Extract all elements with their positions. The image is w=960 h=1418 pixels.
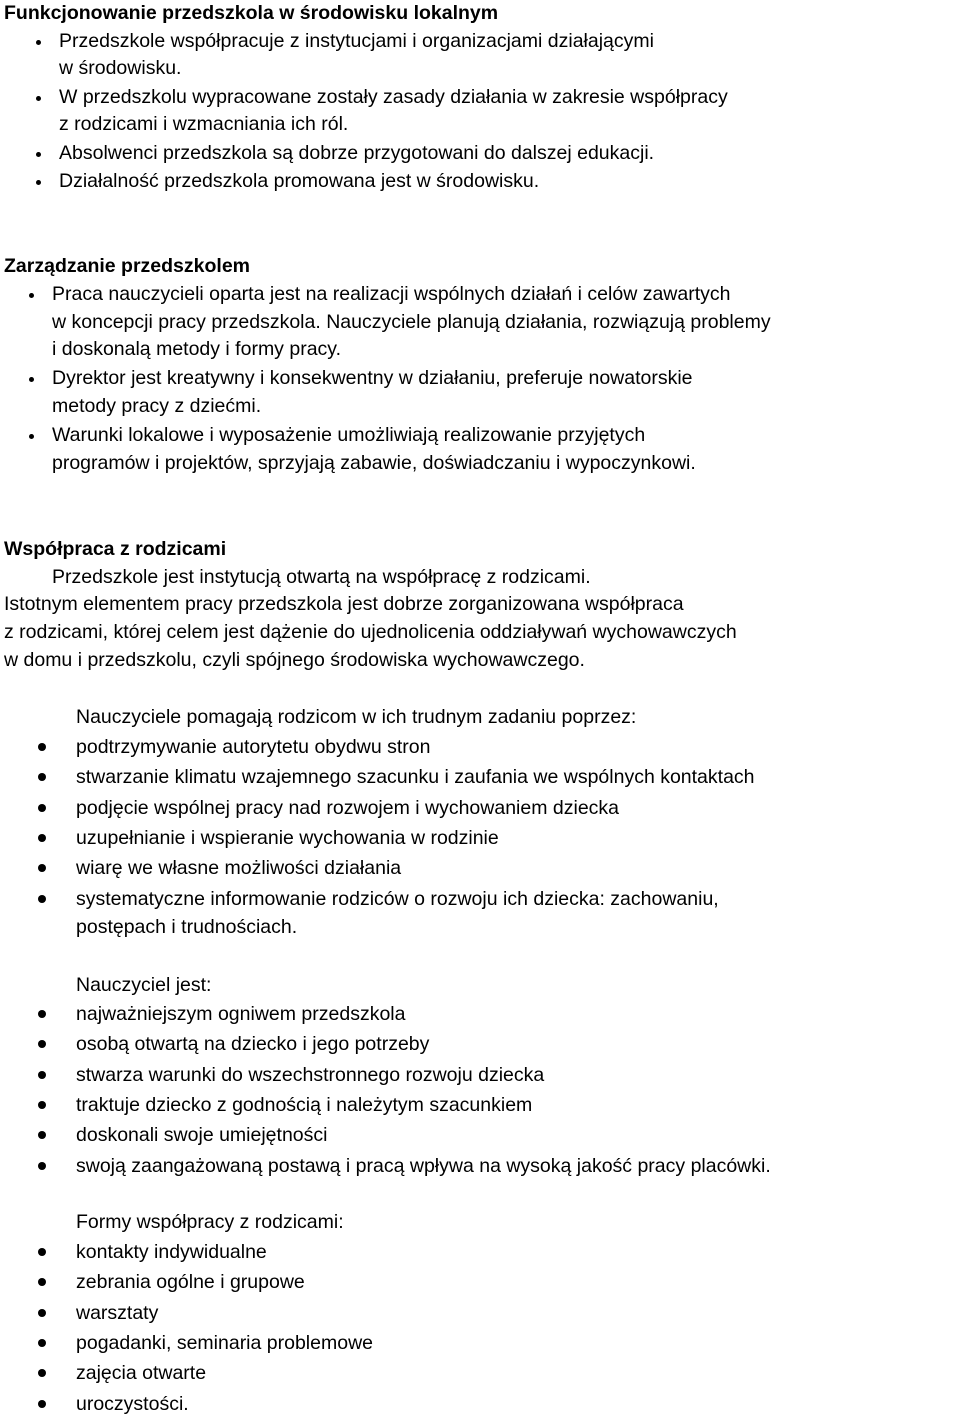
section-heading-zarzadzanie: Zarządzanie przedszkolem xyxy=(4,255,250,277)
list-item: warsztaty xyxy=(76,1302,159,1324)
list-item: systematyczne informowanie rodziców o rozwoju ich dziecka: zachowaniu, xyxy=(76,888,719,910)
bullet-icon xyxy=(38,1162,46,1170)
list-item: stwarza warunki do wszechstronnego rozwoju dziecka xyxy=(76,1064,545,1086)
list-item: podtrzymywanie autorytetu obydwu stron xyxy=(76,736,431,758)
list-item: Absolwenci przedszkola są dobrze przygotowani do dalszej edukacji. xyxy=(59,142,655,164)
list-item-continuation: postępach i trudnościach. xyxy=(76,916,298,938)
bullet-icon xyxy=(38,834,46,842)
list-intro: Nauczyciel jest: xyxy=(76,974,212,996)
bullet-icon xyxy=(38,1248,46,1256)
list-item-continuation: programów i projektów, sprzyjają zabawie, doświadczaniu i wypoczynkowi. xyxy=(52,452,696,474)
bullet-icon xyxy=(38,1309,46,1317)
bullet-icon xyxy=(36,40,41,45)
bullet-icon xyxy=(38,1040,46,1048)
bullet-icon xyxy=(38,1278,46,1286)
list-item: Warunki lokalowe i wyposażenie umożliwiają realizowanie przyjętych xyxy=(52,424,646,446)
list-intro: Formy współpracy z rodzicami: xyxy=(76,1211,344,1233)
bullet-icon xyxy=(38,895,46,903)
list-item: Praca nauczycieli oparta jest na realizacji wspólnych działań i celów zawartych xyxy=(52,283,731,305)
list-item-continuation: w koncepcji pracy przedszkola. Nauczyciele planują działania, rozwiązują problemy xyxy=(52,311,771,333)
list-item: wiarę we własne możliwości działania xyxy=(76,857,402,879)
bullet-icon xyxy=(38,1071,46,1079)
bullet-icon xyxy=(36,152,41,157)
paragraph-line: Istotnym elementem pracy przedszkola jest dobrze zorganizowana współpraca xyxy=(4,593,684,615)
bullet-icon xyxy=(29,434,34,439)
paragraph-line: w domu i przedszkolu, czyli spójnego środowiska wychowawczego. xyxy=(4,649,585,671)
list-intro: Nauczyciele pomagają rodzicom w ich trudnym zadaniu poprzez: xyxy=(76,706,637,728)
list-item: swoją zaangażowaną postawą i pracą wpływa na wysoką jakość pracy placówki. xyxy=(76,1155,771,1177)
list-item: Działalność przedszkola promowana jest w środowisku. xyxy=(59,170,540,192)
list-item: podjęcie wspólnej pracy nad rozwojem i wychowaniem dziecka xyxy=(76,797,620,819)
bullet-icon xyxy=(38,804,46,812)
bullet-icon xyxy=(36,96,41,101)
bullet-icon xyxy=(38,743,46,751)
list-item-continuation: i doskonalą metody i formy pracy. xyxy=(52,338,342,360)
list-item: traktuje dziecko z godnością i należytym szacunkiem xyxy=(76,1094,533,1116)
list-item: stwarzanie klimatu wzajemnego szacunku i zaufania we wspólnych kontaktach xyxy=(76,766,755,788)
list-item: zajęcia otwarte xyxy=(76,1362,207,1384)
list-item-continuation: metody pracy z dziećmi. xyxy=(52,395,262,417)
list-item: najważniejszym ogniwem przedszkola xyxy=(76,1003,406,1025)
bullet-icon xyxy=(38,1400,46,1408)
bullet-icon xyxy=(38,1369,46,1377)
list-item-continuation: z rodzicami i wzmacniania ich ról. xyxy=(59,113,349,135)
list-item: doskonali swoje umiejętności xyxy=(76,1124,328,1146)
bullet-icon xyxy=(36,180,41,185)
list-item: Przedszkole współpracuje z instytucjami i organizacjami działającymi xyxy=(59,30,654,52)
list-item: kontakty indywidualne xyxy=(76,1241,267,1263)
list-item: osobą otwartą na dziecko i jego potrzeby xyxy=(76,1033,430,1055)
bullet-icon xyxy=(38,773,46,781)
bullet-icon xyxy=(38,1339,46,1347)
list-item: zebrania ogólne i grupowe xyxy=(76,1271,305,1293)
section-heading-funkcjonowanie: Funkcjonowanie przedszkola w środowisku lokalnym xyxy=(4,2,499,24)
bullet-icon xyxy=(38,1010,46,1018)
bullet-icon xyxy=(38,864,46,872)
bullet-icon xyxy=(29,377,34,382)
bullet-icon xyxy=(38,1131,46,1139)
list-item: Dyrektor jest kreatywny i konsekwentny w działaniu, preferuje nowatorskie xyxy=(52,367,693,389)
list-item: pogadanki, seminaria problemowe xyxy=(76,1332,374,1354)
list-item: uzupełnianie i wspieranie wychowania w rodzinie xyxy=(76,827,499,849)
paragraph-line: Przedszkole jest instytucją otwartą na współpracę z rodzicami. xyxy=(52,566,591,588)
list-item: uroczystości. xyxy=(76,1393,189,1415)
list-item-continuation: w środowisku. xyxy=(59,57,182,79)
bullet-icon xyxy=(38,1101,46,1109)
list-item: W przedszkolu wypracowane zostały zasady działania w zakresie współpracy xyxy=(59,86,728,108)
section-heading-wspolpraca: Współpraca z rodzicami xyxy=(4,538,227,560)
bullet-icon xyxy=(29,293,34,298)
paragraph-line: z rodzicami, której celem jest dążenie do ujednolicenia oddziaływań wychowawczych xyxy=(4,621,737,643)
